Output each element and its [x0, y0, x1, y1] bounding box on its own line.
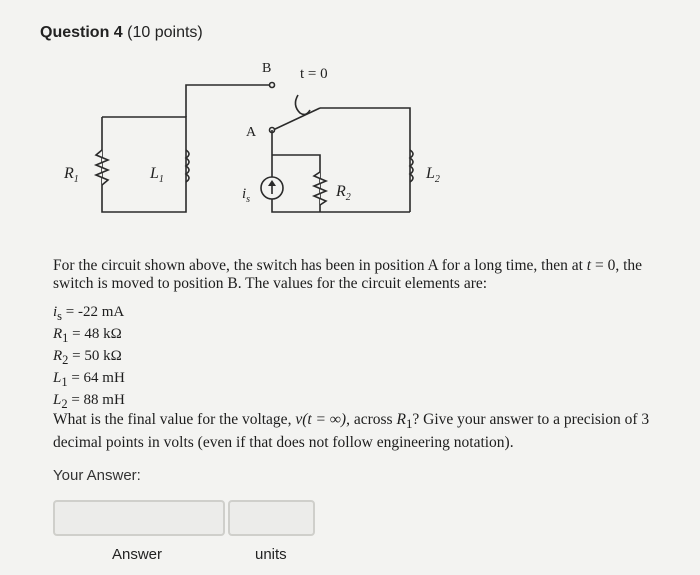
problem-statement: For the circuit shown above, the switch has been in position A for a long time, then at t = 0, the switch is moved to position B. The values for the circuit elements are: [53, 257, 643, 292]
label-is: i [242, 186, 247, 202]
label-b: B [262, 61, 272, 76]
resistor-r2 [314, 172, 326, 205]
label-l1-sub: 1 [158, 174, 164, 185]
svg-text:R1 [63, 165, 79, 185]
element-values [53, 303, 125, 413]
value-is: $i_s = -22$ mA [53, 304, 125, 323]
label-r1: R [64, 165, 74, 182]
label-t0: t = 0 [300, 66, 328, 82]
answer-input[interactable] [53, 500, 225, 536]
wire-left-loop [102, 117, 186, 212]
resistor-r1 [96, 150, 108, 185]
switch-arrow [295, 95, 310, 114]
wire-to-b [186, 85, 270, 117]
units-label: units [255, 546, 287, 563]
units-input[interactable] [228, 500, 315, 536]
label-r2: R [336, 183, 346, 200]
your-answer-label: Your Answer: [53, 467, 141, 484]
value-r2: $R_2 = 50$ kΩ [53, 348, 122, 367]
label-l2: L [426, 165, 435, 182]
contact-b [270, 83, 275, 88]
svg-text:L2 [425, 165, 440, 185]
svg-text:R2 [335, 183, 351, 203]
label-l2-sub: 2 [434, 174, 440, 185]
value-r1: $R_1 = 48$ kΩ [53, 326, 122, 345]
svg-text:is [242, 186, 250, 205]
svg-text:L1 [149, 165, 164, 185]
switch-arm [273, 108, 320, 130]
question-points: (10 points) [127, 24, 203, 41]
question-number: Question 4 [40, 24, 123, 41]
label-l1: L [150, 165, 159, 182]
value-l2: $L_2 = 88$ mH [53, 392, 125, 411]
circuit-diagram [0, 0, 700, 250]
wire-top-right [320, 108, 410, 212]
answer-label: Answer [112, 546, 163, 563]
label-r2-sub: 2 [345, 192, 351, 203]
label-is-sub: s [246, 194, 251, 205]
label-r1-sub: 1 [73, 174, 79, 185]
label-a: A [246, 125, 257, 140]
question-text: What is the final value for the voltage, v(t = ∞), across $R_1$? Give your answer to a precision of 3 decimal points in volts (even if that does not follow engineering notation). [53, 411, 650, 452]
value-l1: $L_1 = 64$ mH [53, 370, 125, 389]
